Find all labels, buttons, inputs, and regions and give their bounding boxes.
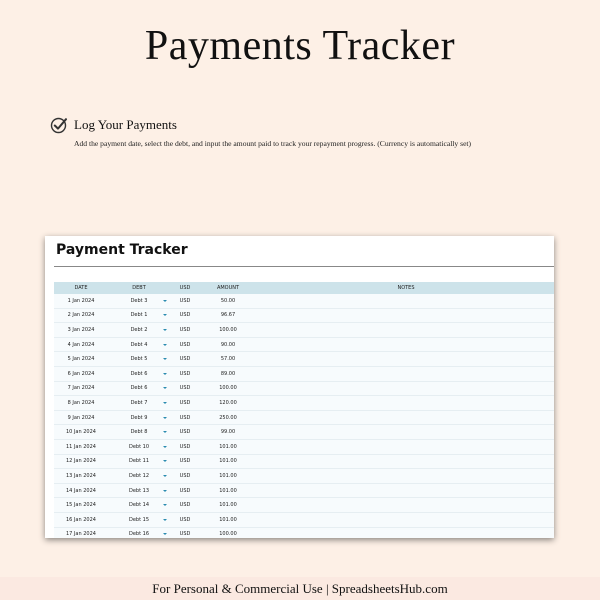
currency-cell[interactable]: [170, 458, 200, 464]
dropdown-arrow-icon[interactable]: [163, 344, 167, 346]
debt-dropdown-cell[interactable]: [108, 458, 170, 464]
amount-cell-value: 57.00: [220, 356, 236, 363]
currency-cell-value: USD: [179, 516, 191, 523]
currency-cell[interactable]: [170, 342, 200, 348]
currency-cell-value: USD: [179, 399, 191, 406]
date-cell[interactable]: [54, 429, 108, 435]
amount-cell[interactable]: [200, 473, 256, 479]
dropdown-arrow-icon[interactable]: [163, 314, 167, 316]
dropdown-arrow-icon[interactable]: [163, 300, 167, 302]
amount-cell-value: 89.00: [220, 370, 236, 377]
dropdown-arrow-icon[interactable]: [163, 417, 167, 419]
amount-cell-value: 101.00: [219, 443, 237, 450]
dropdown-arrow-icon[interactable]: [163, 373, 167, 375]
column-header-debt[interactable]: DEBT: [132, 285, 146, 291]
date-cell[interactable]: [54, 415, 108, 421]
column-header-date[interactable]: DATE: [74, 285, 88, 291]
currency-cell-value: USD: [179, 341, 191, 348]
debt-dropdown-cell[interactable]: [108, 298, 170, 304]
currency-cell[interactable]: [170, 356, 200, 362]
table-row: [54, 425, 554, 440]
table-row: [54, 455, 554, 470]
date-cell-value: 12 Jan 2024: [66, 458, 96, 465]
dropdown-arrow-icon[interactable]: [163, 519, 167, 521]
currency-cell-value: USD: [179, 443, 191, 450]
currency-cell-value: USD: [179, 429, 191, 436]
table-row: [54, 513, 554, 528]
debt-dropdown-cell-value: Debt 3: [130, 297, 148, 304]
currency-cell-value: USD: [179, 531, 191, 538]
date-cell[interactable]: [54, 356, 108, 362]
amount-cell[interactable]: [200, 444, 256, 450]
sheet-title-divider: [54, 266, 554, 267]
currency-cell[interactable]: [170, 473, 200, 479]
currency-cell-value: USD: [179, 472, 191, 479]
amount-cell[interactable]: [200, 531, 256, 537]
dropdown-arrow-icon[interactable]: [163, 475, 167, 477]
amount-cell-value: 250.00: [219, 414, 237, 421]
date-cell-value: 3 Jan 2024: [67, 326, 95, 333]
debt-dropdown-cell[interactable]: [108, 488, 170, 494]
table-row: [54, 338, 554, 353]
debt-dropdown-cell[interactable]: [108, 429, 170, 435]
date-cell-value: 2 Jan 2024: [67, 312, 95, 319]
amount-cell[interactable]: [200, 298, 256, 304]
debt-dropdown-cell[interactable]: [108, 531, 170, 537]
column-header-usd[interactable]: USD: [179, 285, 191, 291]
amount-cell[interactable]: [200, 415, 256, 421]
currency-cell-value: USD: [179, 487, 191, 494]
dropdown-arrow-icon[interactable]: [163, 402, 167, 404]
debt-dropdown-cell[interactable]: [108, 502, 170, 508]
page-title: Payments Tracker: [144, 23, 456, 69]
checkmark-circle-icon: [50, 116, 68, 134]
debt-dropdown-cell-value: Debt 10: [128, 443, 149, 450]
amount-cell[interactable]: [200, 356, 256, 362]
amount-cell-value: 100.00: [219, 385, 237, 392]
date-cell-value: 1 Jan 2024: [67, 297, 95, 304]
currency-cell[interactable]: [170, 502, 200, 508]
date-cell-value: 17 Jan 2024: [66, 531, 96, 538]
dropdown-arrow-icon[interactable]: [163, 490, 167, 492]
date-cell-value: 5 Jan 2024: [67, 356, 95, 363]
amount-cell[interactable]: [200, 488, 256, 494]
instructions-heading: Log Your Payments: [74, 117, 177, 132]
column-header-amount[interactable]: AMOUNT: [216, 285, 240, 291]
spreadsheet-preview: [45, 236, 554, 538]
amount-cell-value: 100.00: [219, 531, 237, 538]
currency-cell[interactable]: [170, 327, 200, 333]
amount-cell-value: 101.00: [219, 487, 237, 494]
sheet-title: Payment Tracker: [56, 242, 188, 258]
date-cell-value: 9 Jan 2024: [67, 414, 95, 421]
amount-cell-value: 101.00: [219, 458, 237, 465]
currency-cell[interactable]: [170, 429, 200, 435]
amount-cell-value: 90.00: [220, 341, 236, 348]
debt-dropdown-cell-value: Debt 9: [130, 414, 148, 421]
date-cell-value: 15 Jan 2024: [66, 502, 96, 509]
footer-text: For Personal & Commercial Use | SpreadsheetsHub.com: [152, 581, 448, 596]
debt-dropdown-cell[interactable]: [108, 385, 170, 391]
amount-cell-value: 100.00: [219, 326, 237, 333]
date-cell-value: 8 Jan 2024: [67, 399, 95, 406]
currency-cell[interactable]: [170, 371, 200, 377]
date-cell-value: 4 Jan 2024: [67, 341, 95, 348]
amount-cell[interactable]: [200, 458, 256, 464]
debt-dropdown-cell[interactable]: [108, 517, 170, 523]
date-cell[interactable]: [54, 444, 108, 450]
debt-dropdown-cell[interactable]: [108, 444, 170, 450]
debt-dropdown-cell[interactable]: [108, 327, 170, 333]
currency-cell-value: USD: [179, 385, 191, 392]
debt-dropdown-cell-value: Debt 12: [128, 472, 149, 479]
date-cell[interactable]: [54, 517, 108, 523]
table-row: [54, 367, 554, 382]
table-row: [54, 382, 554, 397]
table-row: [54, 498, 554, 513]
debt-dropdown-cell-value: Debt 11: [128, 458, 149, 465]
table-row: [54, 528, 554, 539]
amount-cell[interactable]: [200, 327, 256, 333]
currency-cell[interactable]: [170, 444, 200, 450]
column-header-notes[interactable]: NOTES: [397, 285, 415, 291]
currency-cell-value: USD: [179, 502, 191, 509]
currency-cell[interactable]: [170, 531, 200, 537]
dropdown-arrow-icon[interactable]: [163, 504, 167, 506]
currency-cell[interactable]: [170, 488, 200, 494]
currency-cell[interactable]: [170, 385, 200, 391]
table-row: [54, 396, 554, 411]
currency-cell[interactable]: [170, 298, 200, 304]
date-cell[interactable]: [54, 342, 108, 348]
amount-cell-value: 120.00: [219, 399, 237, 406]
debt-dropdown-cell[interactable]: [108, 371, 170, 377]
date-cell-value: 7 Jan 2024: [67, 385, 95, 392]
amount-cell[interactable]: [200, 429, 256, 435]
date-cell-value: 14 Jan 2024: [66, 487, 96, 494]
amount-cell-value: 50.00: [220, 297, 236, 304]
date-cell[interactable]: [54, 458, 108, 464]
table-row: [54, 440, 554, 455]
table-row: [54, 352, 554, 367]
debt-dropdown-cell-value: Debt 16: [128, 531, 149, 538]
date-cell[interactable]: [54, 385, 108, 391]
debt-dropdown-cell-value: Debt 1: [130, 312, 148, 319]
table-row: [54, 469, 554, 484]
debt-dropdown-cell-value: Debt 8: [130, 429, 148, 436]
debt-dropdown-cell-value: Debt 2: [130, 326, 148, 333]
debt-dropdown-cell-value: Debt 15: [128, 516, 149, 523]
debt-dropdown-cell-value: Debt 6: [130, 370, 148, 377]
amount-cell[interactable]: [200, 371, 256, 377]
date-cell[interactable]: [54, 312, 108, 318]
table-row: [54, 484, 554, 499]
table-row: [54, 411, 554, 426]
debt-dropdown-cell[interactable]: [108, 415, 170, 421]
dropdown-arrow-icon[interactable]: [163, 431, 167, 433]
debt-dropdown-cell-value: Debt 5: [130, 356, 148, 363]
amount-cell-value: 101.00: [219, 472, 237, 479]
dropdown-arrow-icon[interactable]: [163, 533, 167, 535]
currency-cell[interactable]: [170, 415, 200, 421]
date-cell-value: 11 Jan 2024: [66, 443, 96, 450]
instructions-description: Add the payment date, select the debt, and input the amount paid to track your repayment progress. (Currency is automatically set): [74, 139, 472, 148]
amount-cell-value: 101.00: [219, 516, 237, 523]
amount-cell-value: 101.00: [219, 502, 237, 509]
currency-cell[interactable]: [170, 400, 200, 406]
currency-cell-value: USD: [179, 297, 191, 304]
currency-cell[interactable]: [170, 312, 200, 318]
debt-dropdown-cell-value: Debt 13: [128, 487, 149, 494]
debt-dropdown-cell-value: Debt 14: [128, 502, 149, 509]
debt-dropdown-cell[interactable]: [108, 342, 170, 348]
date-cell-value: 16 Jan 2024: [66, 516, 96, 523]
amount-cell[interactable]: [200, 400, 256, 406]
currency-cell-value: USD: [179, 414, 191, 421]
amount-cell[interactable]: [200, 517, 256, 523]
dropdown-arrow-icon[interactable]: [163, 460, 167, 462]
table-row: [54, 294, 554, 309]
currency-cell[interactable]: [170, 517, 200, 523]
currency-cell-value: USD: [179, 312, 191, 319]
currency-cell-value: USD: [179, 458, 191, 465]
table-row: [54, 309, 554, 324]
date-cell[interactable]: [54, 371, 108, 377]
dropdown-arrow-icon[interactable]: [163, 329, 167, 331]
table-body: [54, 294, 554, 538]
date-cell[interactable]: [54, 531, 108, 537]
currency-cell-value: USD: [179, 356, 191, 363]
date-cell[interactable]: [54, 502, 108, 508]
debt-dropdown-cell-value: Debt 7: [130, 399, 148, 406]
table-row: [54, 323, 554, 338]
debt-dropdown-cell[interactable]: [108, 312, 170, 318]
table-header-row: [54, 282, 554, 294]
dropdown-arrow-icon[interactable]: [163, 358, 167, 360]
amount-cell[interactable]: [200, 342, 256, 348]
date-cell[interactable]: [54, 473, 108, 479]
date-cell[interactable]: [54, 488, 108, 494]
amount-cell[interactable]: [200, 502, 256, 508]
debt-dropdown-cell-value: Debt 4: [130, 341, 148, 348]
date-cell-value: 13 Jan 2024: [66, 472, 96, 479]
date-cell-value: 10 Jan 2024: [66, 429, 96, 436]
payment-table: [54, 282, 554, 538]
dropdown-arrow-icon[interactable]: [163, 446, 167, 448]
date-cell[interactable]: [54, 400, 108, 406]
debt-dropdown-cell[interactable]: [108, 473, 170, 479]
currency-cell-value: USD: [179, 326, 191, 333]
dropdown-arrow-icon[interactable]: [163, 387, 167, 389]
date-cell[interactable]: [54, 298, 108, 304]
amount-cell[interactable]: [200, 312, 256, 318]
amount-cell-value: 99.00: [220, 429, 236, 436]
amount-cell[interactable]: [200, 385, 256, 391]
debt-dropdown-cell[interactable]: [108, 400, 170, 406]
date-cell-value: 6 Jan 2024: [67, 370, 95, 377]
date-cell[interactable]: [54, 327, 108, 333]
currency-cell-value: USD: [179, 370, 191, 377]
amount-cell-value: 96.67: [220, 312, 236, 319]
debt-dropdown-cell[interactable]: [108, 356, 170, 362]
debt-dropdown-cell-value: Debt 6: [130, 385, 148, 392]
